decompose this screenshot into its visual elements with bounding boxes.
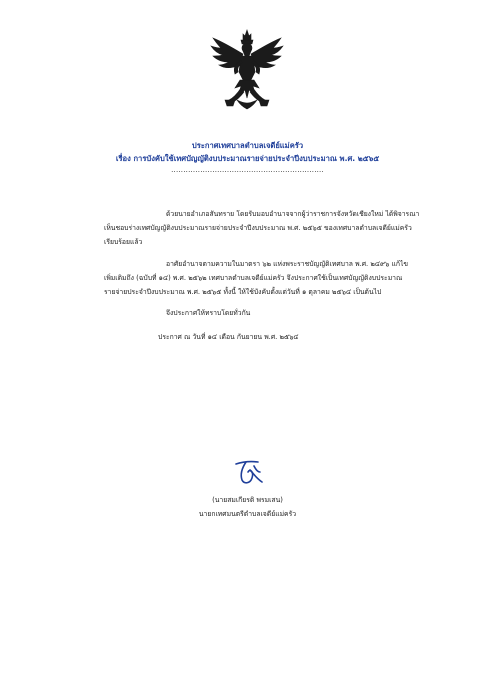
closing-statement: จึงประกาศให้ทราบโดยทั่วกัน <box>166 309 251 317</box>
body-line: เห็นชอบร่างเทศบัญญัติงบประมาณรายจ่ายประจำปีงบประมาณ พ.ศ. ๒๕๖๕ ของเทศบาลตำบลเจดีย์แม่ครัว <box>104 224 412 232</box>
body-line: รายจ่ายประจำปีงบประมาณ พ.ศ. ๒๕๖๕ ทั้งนี้ ให้ใช้บังคับตั้งแต่วันที่ ๑ ตุลาคม ๒๕๖๔ เป็นต้นไป <box>104 288 382 296</box>
announcement-date: ประกาศ ณ วันที่ ๑๔ เดือน กันยายน พ.ศ. ๒๕๖๔ <box>158 333 299 341</box>
body-line: อาศัยอำนาจตามความในมาตรา ๖๒ แห่งพระราชบัญญัติเทศบาล พ.ศ. ๒๔๙๖ แก้ไข <box>166 260 409 268</box>
announcement-subject: เรื่อง การบังคับใช้เทศบัญญัติงบประมาณรายจ่ายประจำปีงบประมาณ พ.ศ. ๒๕๖๕ <box>115 154 380 163</box>
separator-line: ............................................................... <box>171 166 324 174</box>
handwritten-signature-icon <box>232 458 266 486</box>
body-line: ด้วยนายอำเภอสันทราย โดยรับมอบอำนาจจากผู้ว่าราชการจังหวัดเชียงใหม่ ได้พิจารณา <box>166 210 420 218</box>
body-line: เรียบร้อยแล้ว <box>104 238 143 246</box>
signatory-name: (นายสมเกียรติ พรมเสน) <box>212 496 283 504</box>
announcement-title: ประกาศเทศบาลตำบลเจดีย์แม่ครัว <box>191 141 304 150</box>
signatory-position: นายกเทศมนตรีตำบลเจดีย์แม่ครัว <box>198 510 297 518</box>
garuda-emblem-icon <box>207 28 287 110</box>
body-line: เพิ่มเติมถึง (ฉบับที่ ๑๔) พ.ศ. ๒๕๖๒ เทศบาลตำบลเจดีย์แม่ครัว จึงประกาศใช้เป็นเทศบัญญัติงบประมาณ <box>104 274 403 282</box>
